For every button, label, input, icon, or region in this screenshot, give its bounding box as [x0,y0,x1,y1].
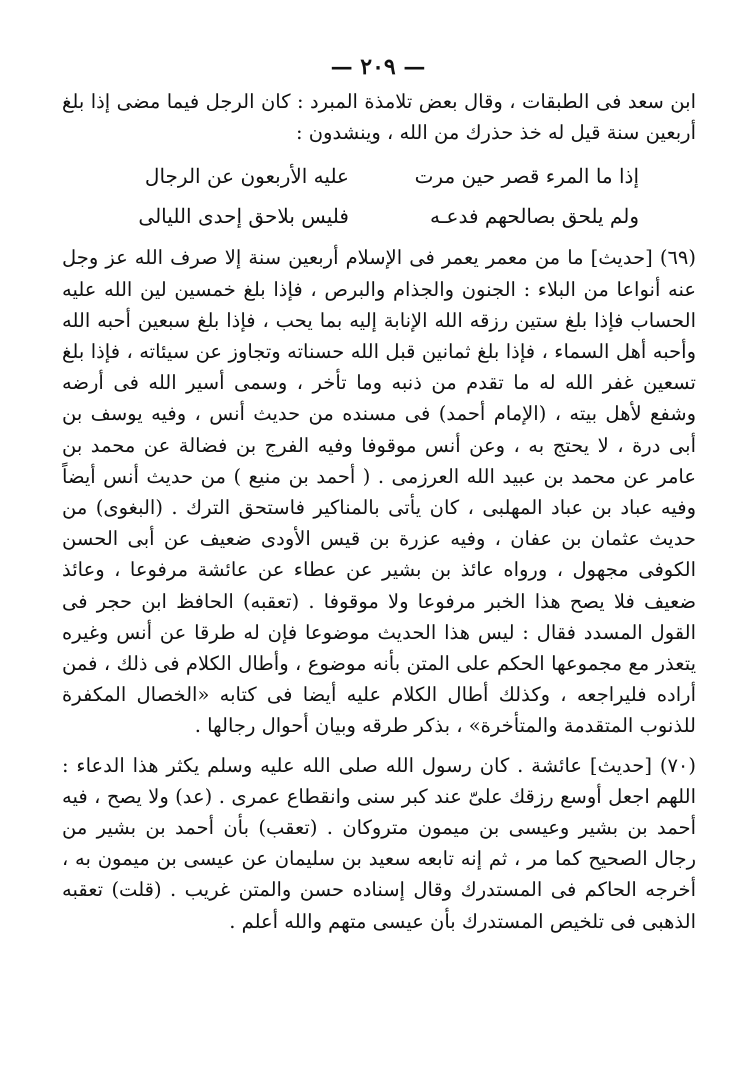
verse-second-hemistich: فليس بلاحق إحدى الليالى [138,204,349,229]
poem-verse [62,156,696,196]
verse-second-hemistich: عليه الأربعون عن الرجال [144,164,349,189]
page-number: — ٢٠٩ — [330,54,426,80]
verse-first-hemistich: ولم يلحق بصالحهم فدعـه [429,204,639,229]
poem [62,156,696,236]
verse-first-hemistich: إذا ما المرء قصر حين مرت [414,164,639,189]
hadith-69-paragraph: (٦٩) [حديث] ما من معمر يعمر فى الإسلام أربعين سنة إلا صرف الله عز وجل عنه أنواعا من البلاء : الجنون والجذام والبرص ، فإذا بلغ خمسين لين الله عليه الحساب فإذا بلغ ستين رزقه الله الإنابة إليه بما يحب ، فإذا بلغ سبعين أحبه الله وأحبه أهل السماء ، فإذا بلغ ثمانين قبل الله حسناته وتجاوز عن سيئاته ، فإذا بلغ تسعين غفر الله له ما تقدم من ذنبه وما تأخر ، وسمى أسير الله فى أرضه وشفع لأهل بيته ، (الإمام أحمد) فى مسنده من حديث أنس ، وفيه يوسف بن أبى درة ، لا يحتج به ، وعن أنس موقوفا وفيه الفرج بن فضالة عن محمد بن عامر عن محمد بن عبيد الله العرزمى . ( أحمد بن منيع ) من حديث أنس أيضاً وفيه عباد بن عباد المهلبى ، كان يأتى بالمناكير فاستحق الترك . (البغوى) من حديث عثمان بن عفان ، وفيه عزرة بن قيس الأودى ضعيف عن أبى الحسن الكوفى مجهول ، ورواه عائذ بن بشير عن عطاء عن عائشة مرفوعا ، وعائذ ضعيف فلا يصح هذا الخبر مرفوعا ولا موقوفا . (تعقبه) الحافظ ابن حجر فى القول المسدد فقال : ليس هذا الحديث موضوعا فإن له طرقا عن أنس وغيره يتعذر مع مجموعها الحكم على المتن بأنه موضوع ، وأطال الكلام فى ذلك ، فمن أراده فليراجعه ، وكذلك أطال الكلام عليه أيضا فى كتابه «الخصال المكفرة للذنوب المتقدمة والمتأخرة» ، بذكر طرقه وبيان أحوال رجالها . [62,246,696,738]
intro-paragraph: ابن سعد فى الطبقات ، وقال بعض تلامذة المبرد : كان الرجل فيما مضى إذا بلغ أربعين سنة قيل له خذ حذرك من الله ، وينشدون : [62,90,696,145]
page-body [62,86,696,937]
poem-verse [62,196,696,236]
hadith-70-paragraph: (٧٠) [حديث] عائشة . كان رسول الله صلى الله عليه وسلم يكثر هذا الدعاء : اللهم اجعل أوسع رزقك علىّ عند كبر سنى وانقطاع عمرى . (عد) ولا يصح ، فيه أحمد بن بشير وعيسى بن ميمون متروكان . (تعقب) بأن أحمد بن بشير من رجال الصحيح كما مر ، ثم إنه تابعه سعيد بن سليمان عن عيسى بن ميمون به ، أخرجه الحاكم فى المستدرك وقال إسناده حسن والمتن غريب . (قلت) تعقبه الذهبى فى تلخيص المستدرك بأن عيسى متهم والله أعلم . [62,753,696,933]
